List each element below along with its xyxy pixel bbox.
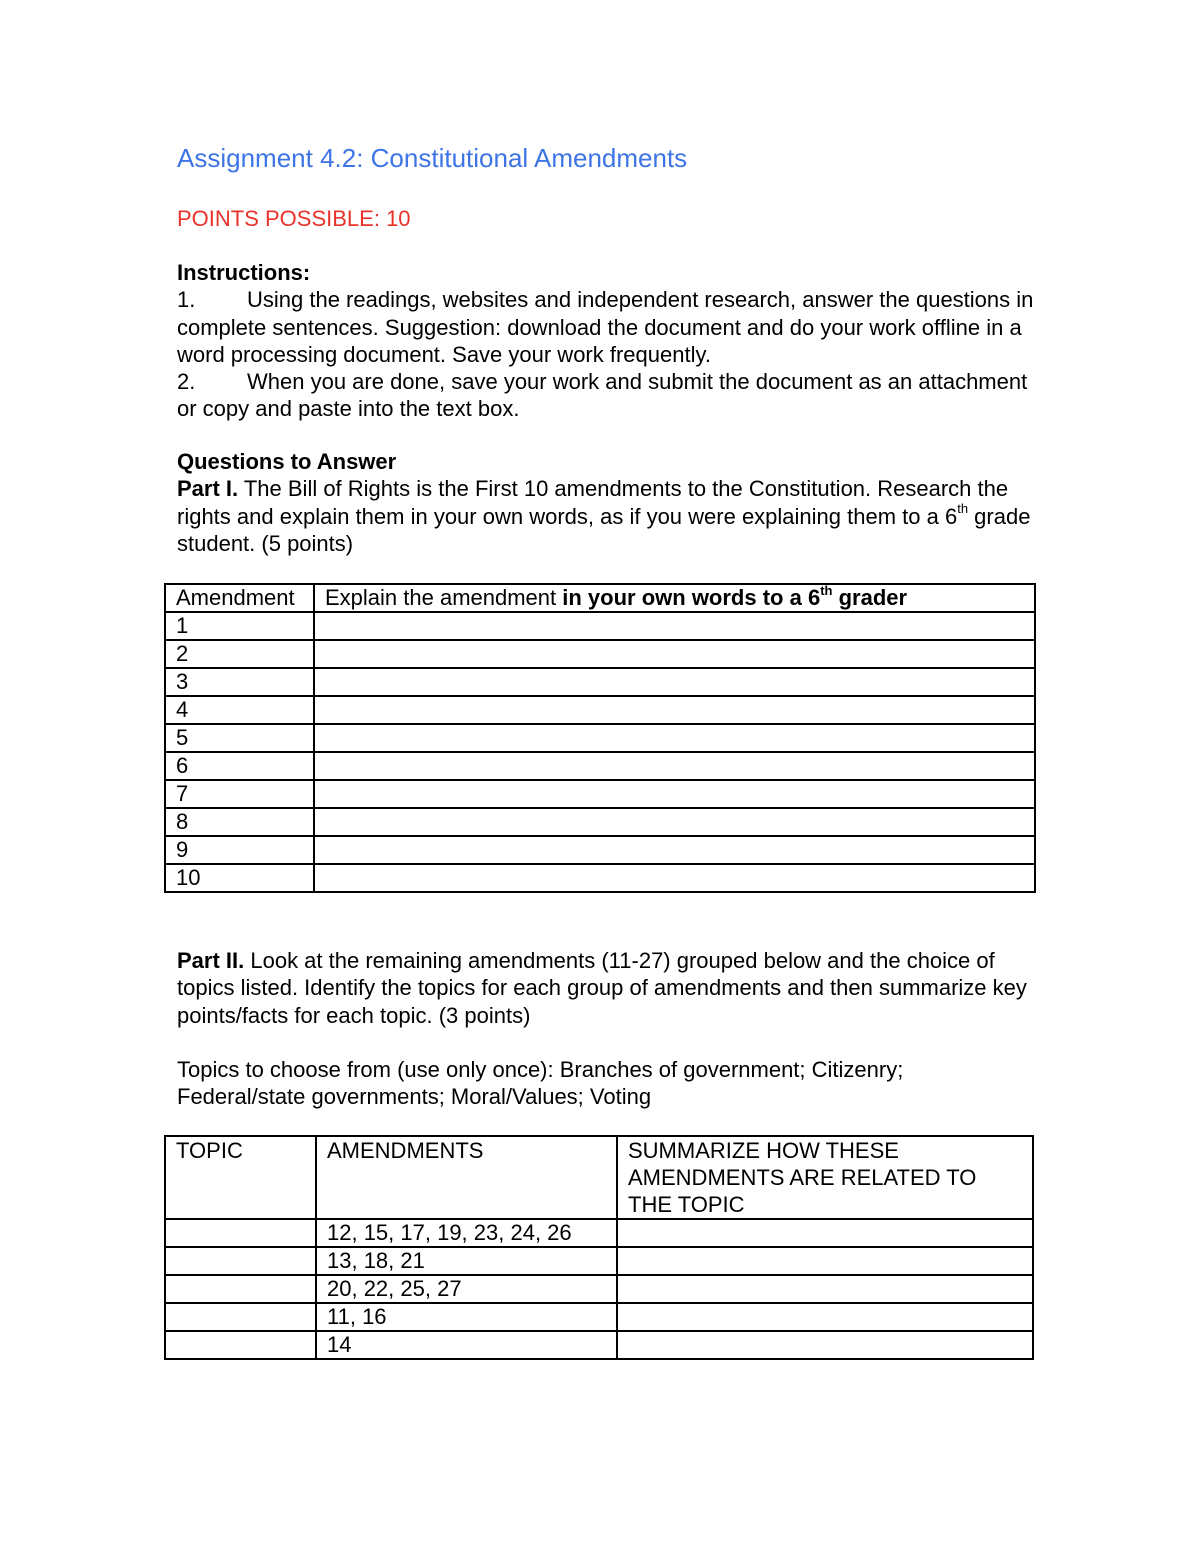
table-row [165,612,1035,640]
instruction-number: 1. [177,287,196,313]
part2-section [177,947,1037,1110]
table-row [165,836,1035,864]
part1-description [177,475,1037,557]
explanation-cell[interactable] [314,808,1035,836]
part1-label: Part I. [177,476,239,502]
instruction-text: Using the readings, websites and independent research, answer the questions in complete sentences. Suggestion: download the document and do your work offline in a word processing document. Save your work frequently. [177,287,1034,367]
table-row [165,780,1035,808]
explain-column-header: Explain the amendment in your own words to a 6th grader [314,584,1035,612]
amendment-number-cell: 2 [165,640,314,668]
instructions-heading: Instructions: [177,260,311,285]
table-row [165,696,1035,724]
amendments-cell: 11, 16 [316,1303,617,1331]
instruction-number: 2. [177,369,196,395]
explanation-cell[interactable] [314,668,1035,696]
table-row [165,1303,1033,1331]
amendments-cell: 12, 15, 17, 19, 23, 24, 26 [316,1219,617,1247]
table-row [165,1247,1033,1275]
table-row [165,1219,1033,1247]
part2-description [177,947,1037,1029]
instruction-item [177,286,1037,368]
summary-column-header: SUMMARIZE HOW THESE AMENDMENTS ARE RELATED TO THE TOPIC [617,1136,1033,1219]
amendments-column-header: AMENDMENTS [316,1136,617,1219]
table-row [165,1275,1033,1303]
topic-column-header: TOPIC [165,1136,316,1219]
amendments-cell: 20, 22, 25, 27 [316,1275,617,1303]
topic-cell[interactable] [165,1275,316,1303]
amendment-number-cell: 1 [165,612,314,640]
part1-text: The Bill of Rights is the First 10 amendments to the Constitution. Research the rights and explain them in your own words, as if you were explaining them to a 6 [177,476,1009,529]
table-header-row [165,584,1035,612]
summary-cell[interactable] [617,1303,1033,1331]
table-row [165,668,1035,696]
part1-section [177,448,1037,557]
table-header-row [165,1136,1033,1219]
part1-text-end: grade student. (5 points) [177,503,1031,556]
points-possible: POINTS POSSIBLE: 10 [177,206,411,231]
instruction-item [177,368,1037,423]
topic-cell[interactable] [165,1331,316,1359]
explanation-cell[interactable] [314,724,1035,752]
amendments-cell: 13, 18, 21 [316,1247,617,1275]
explanation-cell[interactable] [314,696,1035,724]
explanation-cell[interactable] [314,612,1035,640]
table-row [165,640,1035,668]
topic-cell[interactable] [165,1303,316,1331]
table-row [165,1331,1033,1359]
ordinal-suffix: th [957,501,969,517]
part2-text: Look at the remaining amendments (11-27) grouped below and the choice of topics listed. Identify the topics for each group of amendments and then summarize key points/facts for each topic. (3 points) [177,948,1027,1028]
amendment-number-cell: 5 [165,724,314,752]
questions-heading: Questions to Answer [177,449,397,474]
amendment-number-cell: 8 [165,808,314,836]
table-row [165,724,1035,752]
amendments-cell: 14 [316,1331,617,1359]
amendment-number-cell: 4 [165,696,314,724]
explanation-cell[interactable] [314,752,1035,780]
explanation-cell[interactable] [314,640,1035,668]
table-row [165,808,1035,836]
bill-of-rights-table [164,583,1036,893]
explanation-cell[interactable] [314,836,1035,864]
summary-cell[interactable] [617,1275,1033,1303]
amendment-number-cell: 10 [165,864,314,892]
summary-cell[interactable] [617,1219,1033,1247]
amendment-number-cell: 9 [165,836,314,864]
amendment-column-header: Amendment [165,584,314,612]
explanation-cell[interactable] [314,780,1035,808]
explanation-cell[interactable] [314,864,1035,892]
remaining-amendments-table [164,1135,1034,1360]
part2-label: Part II. [177,948,245,973]
page-title: Assignment 4.2: Constitutional Amendments [177,143,688,173]
table-row [165,752,1035,780]
table-row [165,864,1035,892]
amendment-number-cell: 7 [165,780,314,808]
summary-cell[interactable] [617,1247,1033,1275]
summary-cell[interactable] [617,1331,1033,1359]
instructions-section [177,259,1037,423]
topics-list: Topics to choose from (use only once): Branches of government; Citizenry; Federal/state governments; Moral/Values; Voting [177,1056,904,1110]
instruction-text: When you are done, save your work and submit the document as an attachment or copy and paste into the text box. [177,369,1028,422]
amendment-number-cell: 3 [165,668,314,696]
topic-cell[interactable] [165,1219,316,1247]
amendment-number-cell: 6 [165,752,314,780]
topic-cell[interactable] [165,1247,316,1275]
